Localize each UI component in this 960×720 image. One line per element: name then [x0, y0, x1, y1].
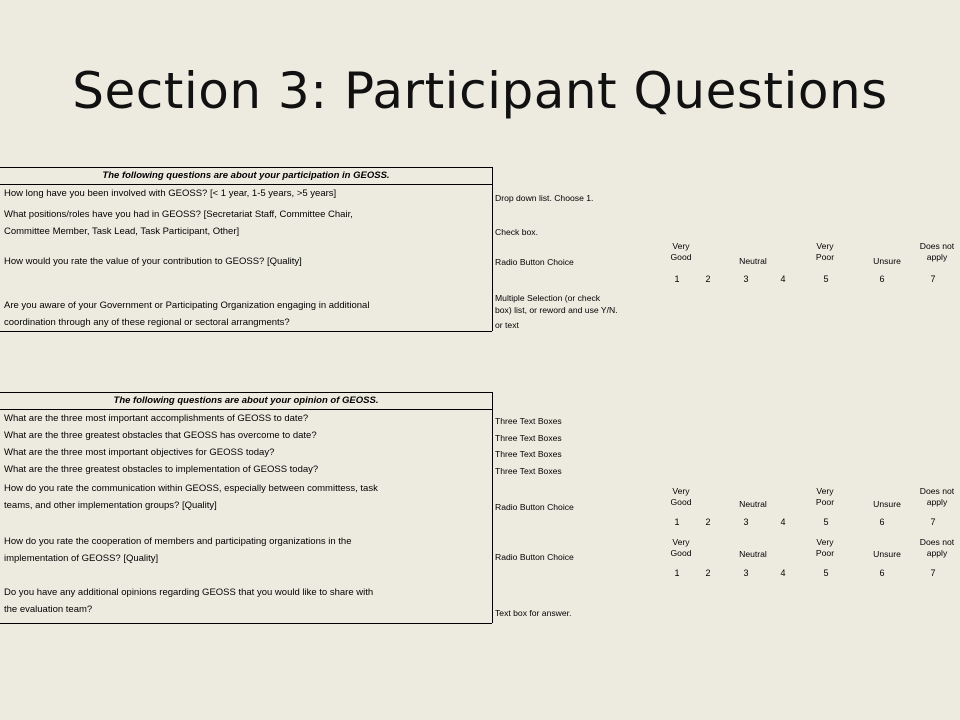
question-communication-line2: teams, and other implementation groups? [Quality] — [4, 500, 217, 511]
rating-option-2[interactable]: 2 — [705, 517, 711, 527]
question-cooperation-line2: implementation of GEOSS? [Quality] — [4, 553, 159, 564]
question-accomplishments: What are the three most important accomplishments of GEOSS to date? — [4, 413, 309, 424]
rating-option-1[interactable]: 1 — [674, 517, 680, 527]
rating-option-7[interactable]: 7 — [930, 517, 936, 527]
rating-option-5[interactable]: 5 — [823, 274, 829, 284]
page-title: Section 3: Participant Questions — [72, 62, 888, 120]
rating-option-2[interactable]: 2 — [705, 274, 711, 284]
scale-very-good: Very Good — [670, 486, 692, 507]
scale-unsure: Unsure — [873, 256, 901, 266]
scale-neutral: Neutral — [739, 499, 767, 509]
rating-option-5[interactable]: 5 — [823, 517, 829, 527]
rating-option-3[interactable]: 3 — [743, 274, 749, 284]
rating-option-2[interactable]: 2 — [705, 568, 711, 578]
question-obstacles-overcome: What are the three greatest obstacles that GEOSS has overcome to date? — [4, 430, 317, 441]
response-type: Multiple Selection (or check box) list, or reword and use Y/N. or text — [495, 293, 618, 330]
question-roles-line1: What positions/roles have you had in GEOSS? [Secretariat Staff, Committee Chair, — [4, 209, 353, 220]
question-cooperation-line1: How do you rate the cooperation of members and participating organizations in the — [4, 536, 352, 547]
question-contribution: How would you rate the value of your contribution to GEOSS? [Quality] — [4, 256, 302, 267]
scale-does-not-apply: Does not apply — [919, 537, 955, 558]
scale-very-good: Very Good — [670, 537, 692, 558]
response-type: Three Text Boxes — [495, 449, 562, 459]
divider — [0, 331, 492, 332]
rating-option-7[interactable]: 7 — [930, 274, 936, 284]
question-additional-line1: Do you have any additional opinions regarding GEOSS that you would like to share with — [4, 587, 374, 598]
response-type: Three Text Boxes — [495, 466, 562, 476]
divider — [0, 623, 492, 624]
rating-option-4[interactable]: 4 — [780, 568, 786, 578]
scale-very-good: Very Good — [670, 241, 692, 262]
scale-unsure: Unsure — [873, 549, 901, 559]
response-type: Drop down list. Choose 1. — [495, 193, 594, 203]
response-type: Check box. — [495, 227, 538, 237]
rating-option-6[interactable]: 6 — [879, 274, 885, 284]
section-header: The following questions are about your opinion of GEOSS. — [0, 392, 493, 409]
response-type: Text box for answer. — [495, 608, 572, 618]
rating-option-7[interactable]: 7 — [930, 568, 936, 578]
question-involvement: How long have you been involved with GEOSS? [< 1 year, 1-5 years, >5 years] — [4, 188, 337, 199]
question-roles-line2: Committee Member, Task Lead, Task Participant, Other] — [4, 226, 240, 237]
response-type: Three Text Boxes — [495, 433, 562, 443]
scale-does-not-apply: Does not apply — [919, 486, 955, 507]
rating-option-1[interactable]: 1 — [674, 568, 680, 578]
scale-unsure: Unsure — [873, 499, 901, 509]
response-type: Three Text Boxes — [495, 416, 562, 426]
rating-option-4[interactable]: 4 — [780, 274, 786, 284]
question-communication-line1: How do you rate the communication within GEOSS, especially between committess, task — [4, 483, 378, 494]
response-type: Radio Button Choice — [495, 257, 574, 267]
question-obstacles-implementation: What are the three greatest obstacles to implementation of GEOSS today? — [4, 464, 319, 475]
rating-option-4[interactable]: 4 — [780, 517, 786, 527]
scale-very-poor: Very Poor — [815, 241, 835, 262]
question-additional-line2: the evaluation team? — [4, 604, 93, 615]
scale-does-not-apply: Does not apply — [919, 241, 955, 262]
section-header: The following questions are about your participation in GEOSS. — [0, 167, 493, 184]
response-type: Radio Button Choice — [495, 502, 574, 512]
scale-neutral: Neutral — [739, 549, 767, 559]
rating-option-3[interactable]: 3 — [743, 568, 749, 578]
scale-very-poor: Very Poor — [815, 537, 835, 558]
rating-option-6[interactable]: 6 — [879, 517, 885, 527]
rating-option-6[interactable]: 6 — [879, 568, 885, 578]
rating-option-1[interactable]: 1 — [674, 274, 680, 284]
rating-option-3[interactable]: 3 — [743, 517, 749, 527]
scale-neutral: Neutral — [739, 256, 767, 266]
scale-very-poor: Very Poor — [815, 486, 835, 507]
question-coordination-line2: coordination through any of these regional or sectoral arrangments? — [4, 317, 290, 328]
rating-option-5[interactable]: 5 — [823, 568, 829, 578]
question-coordination-line1: Are you aware of your Government or Participating Organization engaging in additional — [4, 300, 370, 311]
response-type: Radio Button Choice — [495, 552, 574, 562]
question-objectives: What are the three most important objectives for GEOSS today? — [4, 447, 275, 458]
